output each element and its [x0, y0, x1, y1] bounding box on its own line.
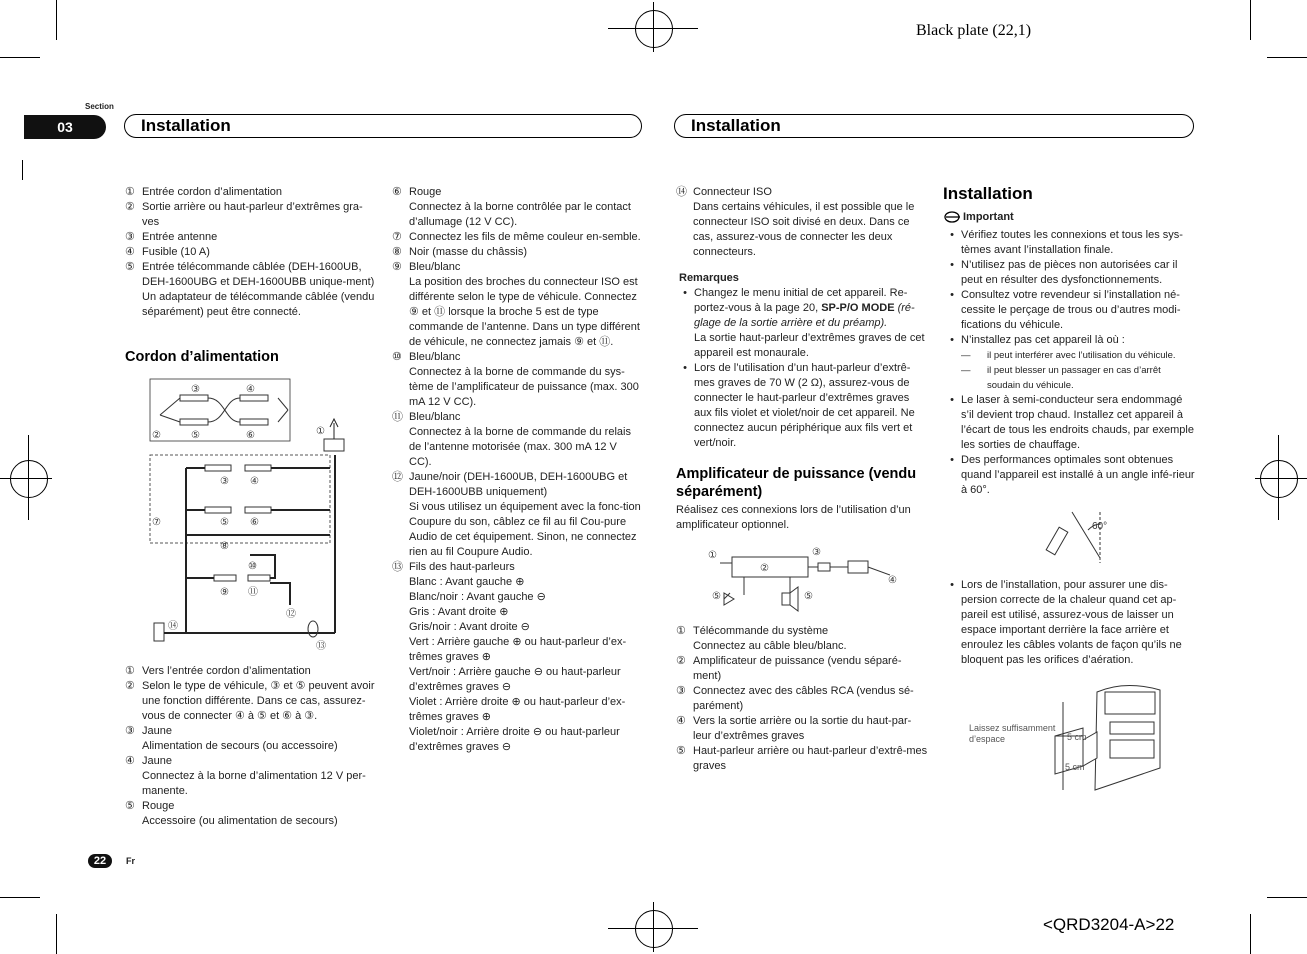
column-1: ① Entrée cordon d’alimentation ② Sortie arrière ou haut-parleur d’extrêmes gra-ves ③ Entrée antenne ④ Fusible (10 A) ⑤ Entrée télécommande câblée (DEH-1600UB, DEH-1600UBG et DEH-1600UBB unique-ment) Un adaptateur de télécommande câblée (vendu séparément) peut être connecté.	[125, 186, 375, 318]
column-2: ⑥ Rouge Connectez à la borne contrôlée par le contact d’allumage (12 V CC). ⑦ Connectez les fils de même couleur en-semble. ⑧ Noir (masse du châssis) ⑨ Bleu/blanc La position des broches du connecteur ISO est différente selon le type de véhicule. Connectez ⑨ et ⑪ lorsque la broche 5 est de type commande de l’antenne. Dans un type différent de véhicule, ne connectez jamais ⑨ et ⑪. ⑩ Bleu/blanc Connectez à la borne de commande du sys-tème de l’amplificateur de puissance (max. 300 mA 12 V CC). ⑪ Bleu/blanc Connectez à la borne de commande du relais de l’antenne motorisée (max. 300 mA 12 V CC). ⑫ Jaune/noir (DEH-1600UB, DEH-1600UBG et DEH-1600UBB uniquement) Si vous utilisez un équipement avec la fonc-tion Coupure du son, câblez ce fil au fil Cou-pure Audio de cet équipement. Sinon, ne connectez rien au fil Coupure Audio. ⑬ Fils des haut-parleurs Blanc : Avant gauche ⊕ Blanc/noir : Avant gauche ⊖ Gris : Avant droite ⊕ Gris/noir : Avant droite ⊖ Vert : Arrière gauche ⊕ ou haut-parleur d’ex-trêmes graves ⊕ Vert/noir : Arrière gauche ⊖ ou haut-parleur d’extrêmes graves ⊖ Violet : Arrière droite ⊕ ou haut-parleur d’ex-trêmes graves ⊕ Violet/noir : Arrière droite ⊖ ou haut-parleur d’extrêmes graves ⊖	[392, 186, 641, 753]
diagram-label-5b: ⑤	[220, 517, 229, 528]
diagram-label-3b: ③	[220, 476, 229, 487]
heading-cordon: Cordon d’alimentation	[125, 349, 279, 365]
language-label: Fr	[126, 856, 135, 866]
column-1-list: ① Vers l’entrée cordon d’alimentation ② Selon le type de véhicule, ③ et ⑤ peuvent avoir une fonction différente. Dans ce cas, assurez-vous de connecter ④ à ⑤ et ⑥ à ③. ③ Jaune Alimentation de secours (ou accessoire) ④ Jaune Connectez à la borne d’alimentation 12 V per-manente. ⑤ Rouge Accessoire (ou alimentation de secours)	[125, 665, 375, 827]
space-label-line2: d’espace	[969, 734, 1006, 744]
diagram-label-13: ⑬	[316, 641, 326, 652]
registration-mark	[10, 460, 48, 498]
diagram-label-7: ⑦	[152, 517, 161, 528]
column-4-final: • Lors de l’installation, pour assurer une dis-persion correcte de la chaleur quand cet ap-pareil est utilisé, assurez-vous de laisser un espace important derrière la face arrière et enroulez les câbles volants de façon qu’ils ne bloquent pas les orifices d’aération.	[950, 579, 1182, 666]
registration-mark	[635, 10, 673, 48]
crop-mark	[56, 914, 57, 954]
diagram-label-2: ②	[152, 430, 161, 441]
important-icon	[943, 210, 963, 224]
crop-mark	[1267, 57, 1307, 58]
crop-mark	[0, 57, 40, 58]
plate-label: Black plate (22,1)	[916, 22, 1032, 39]
crop-mark	[22, 160, 23, 180]
diagram-label-9: ⑨	[220, 587, 229, 598]
cm-label-bottom: 5 cm	[1065, 762, 1085, 772]
diagram-label-4: ④	[246, 384, 255, 395]
crop-mark	[1278, 435, 1279, 520]
diagram-label-10: ⑩	[248, 561, 257, 572]
registration-mark	[1260, 460, 1298, 498]
amp-label-3: ③	[812, 547, 821, 558]
cm-label-top: 5 cm	[1067, 732, 1087, 742]
crop-mark	[653, 902, 654, 952]
diagram-label-1: ①	[316, 426, 325, 437]
amp-label-2: ②	[760, 563, 769, 574]
crop-mark	[0, 897, 40, 898]
diagram-label-6b: ⑥	[250, 517, 259, 528]
diagram-label-4b: ④	[250, 476, 259, 487]
amp-label-4: ④	[888, 575, 897, 586]
important-note: Important	[943, 210, 1014, 224]
amp-label-5a: ⑤	[712, 591, 721, 602]
diagram-label-6: ⑥	[246, 430, 255, 441]
column-4: • Vérifiez toutes les connexions et tous les sys-tèmes avant l’installation finale. • N’utilisez pas de pièces non autorisées car il peut en résulter des dysfonctionnements. • Consultez votre revendeur si l’installation né-cessite le perçage de trous ou d’autres modi-fications du véhicule. • N’installez pas cet appareil là où : — il peut interférer avec l’utilisation du véhicule. — il peut blesser un passager en cas d’arrêt soudain du véhicule. • Le laser à semi-conducteur sera endommagé s’il devient trop chaud. Installez cet appareil à l’écart de tous les endroits chauds, par exemple les sorties de chauffage. • Des performances optimales sont obtenues quand l’appareil est installé à un angle infé-rieur à 60°.	[950, 229, 1195, 496]
page-number: 22	[88, 854, 112, 868]
angle-label: 60°	[1092, 521, 1108, 532]
amp-label-5b: ⑤	[804, 591, 813, 602]
amplifier-diagram	[700, 543, 910, 613]
diagram-label-12: ⑫	[286, 609, 296, 620]
crop-mark	[56, 0, 57, 40]
section-number: 03	[24, 115, 106, 139]
heading-installation: Installation	[943, 184, 1033, 203]
space-label-line1: Laissez suffisamment	[969, 723, 1056, 733]
crop-mark	[28, 435, 29, 520]
vehicle-install-diagram	[965, 682, 1165, 794]
crop-mark	[1255, 478, 1307, 479]
amp-label-1: ①	[708, 550, 717, 561]
diagram-label-5: ⑤	[191, 430, 200, 441]
crop-mark	[1250, 0, 1251, 40]
remarks-title: Remarques	[679, 272, 739, 284]
amp-intro: Réalisez ces connexions lors de l’utilisation d’un amplificateur optionnel.	[676, 504, 911, 531]
column-3: ⑭ Connecteur ISO Dans certains véhicules, il est possible que le connecteur ISO soit divisé en deux. Dans ce cas, assurez-vous de connecter les deux connecteurs. Remarques • Changez le menu initial de cet appareil. Re-portez-vous à la page 20, SP-P/O MODE (ré-glage de la sortie arrière et du préamp). La sortie haut-parleur d’extrêmes graves de cet appareil est monaurale. • Lors de l’utilisation d’un haut-parleur d’extrê-mes graves de 70 W (2 Ω), assurez-vous de connecter le haut-parleur d’extrêmes graves aux fils violet et violet/noir de cet appareil. Ne connectez aucun périphérique aux fils vert et vert/noir.	[676, 185, 928, 451]
crop-mark	[653, 2, 654, 52]
crop-mark	[1267, 897, 1307, 898]
diagram-label-8: ⑧	[220, 541, 229, 552]
heading-amplifier: Amplificateur de puissance (vendu séparément)	[676, 466, 917, 500]
section-label: Section	[85, 102, 114, 111]
registration-mark	[635, 910, 673, 948]
section-title-left: Installation	[124, 114, 642, 138]
diagram-label-14: ⑭	[168, 621, 178, 632]
diagram-label-11: ⑪	[248, 587, 258, 598]
angle-diagram	[1040, 508, 1120, 568]
diagram-label-3: ③	[191, 384, 200, 395]
power-cord-diagram	[140, 375, 355, 655]
amp-list: ① Télécommande du système Connectez au câble bleu/blanc. ② Amplificateur de puissance (vendu séparé-ment) ③ Connectez avec des câbles RCA (vendus sé-parément) ④ Vers la sortie arrière ou la sortie du haut-par-leur d’extrêmes graves ⑤ Haut-parleur arrière ou haut-parleur d’extrê-mes graves	[676, 625, 928, 772]
crop-mark	[1250, 914, 1251, 954]
document-code: <QRD3204-A>22	[1043, 915, 1175, 934]
crop-mark	[0, 478, 52, 479]
section-title-right: Installation	[674, 114, 1194, 138]
